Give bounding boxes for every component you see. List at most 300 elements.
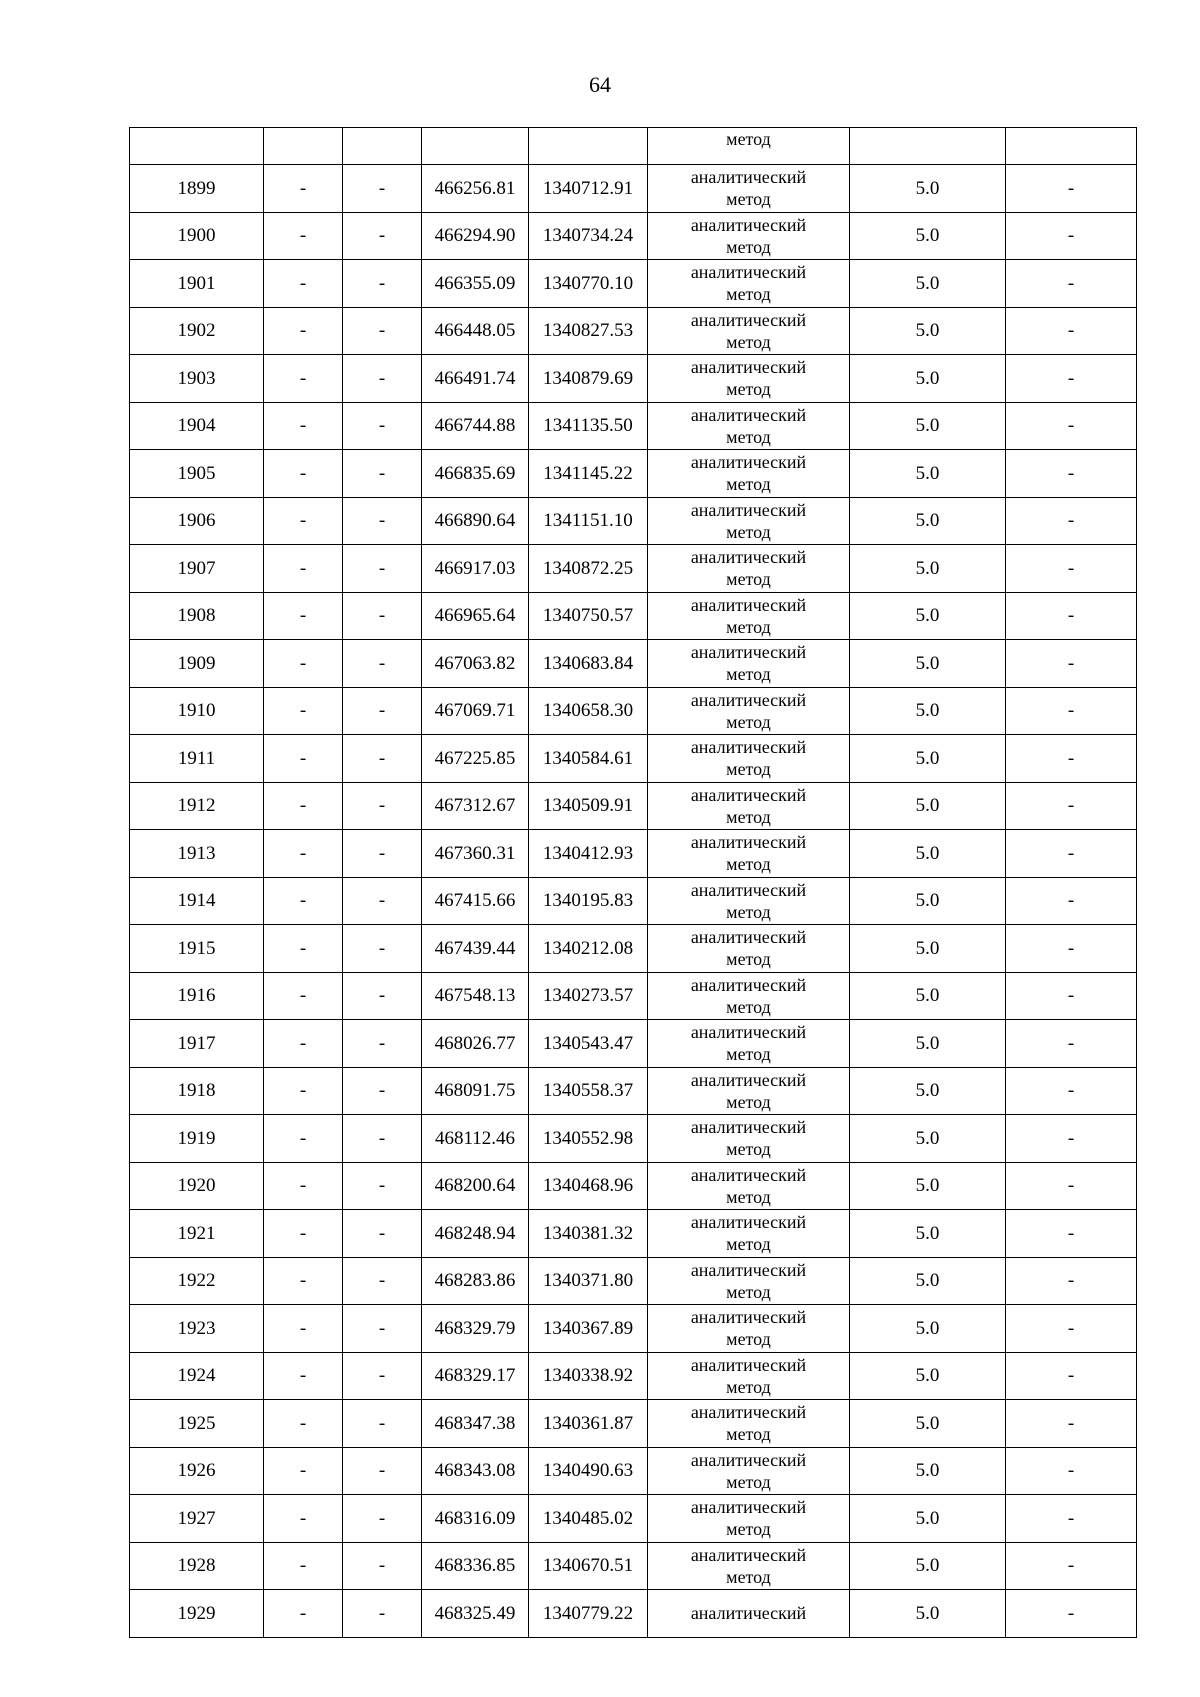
cell-point-number: 1923: [130, 1305, 264, 1353]
cell-col3: -: [343, 1352, 422, 1400]
cell-col3: -: [343, 1067, 422, 1115]
cell-x-coordinate: 468329.79: [422, 1305, 529, 1353]
cell-y-coordinate: 1340509.91: [529, 782, 648, 830]
cell-col3: -: [343, 355, 422, 403]
cell-col8: -: [1006, 1447, 1137, 1495]
cell-point-number: 1920: [130, 1162, 264, 1210]
method-line-2: метод: [726, 1519, 771, 1540]
cell-point-number: 1902: [130, 307, 264, 355]
cell-accuracy: 5.0: [850, 1115, 1006, 1163]
cell-y-coordinate: 1340750.57: [529, 592, 648, 640]
cell-point-number: 1910: [130, 687, 264, 735]
cell-point-number: [130, 128, 264, 165]
coordinates-table: [129, 127, 1137, 1638]
cell-col8: -: [1006, 497, 1137, 545]
cell-accuracy: 5.0: [850, 497, 1006, 545]
method-line-1: аналитический: [690, 309, 807, 330]
table-row: [130, 1590, 1137, 1638]
method-line-1: аналитический: [690, 1069, 807, 1090]
cell-x-coordinate: 468200.64: [422, 1162, 529, 1210]
cell-method: [648, 1447, 850, 1495]
method-line-2: метод: [726, 711, 771, 732]
cell-accuracy: 5.0: [850, 1020, 1006, 1068]
cell-col2: -: [264, 402, 343, 450]
cell-point-number: 1899: [130, 165, 264, 213]
cell-method: [648, 735, 850, 783]
cell-accuracy: 5.0: [850, 212, 1006, 260]
cell-y-coordinate: 1340552.98: [529, 1115, 648, 1163]
cell-col2: -: [264, 830, 343, 878]
method-line-2: метод: [726, 1234, 771, 1255]
cell-y-coordinate: 1340558.37: [529, 1067, 648, 1115]
cell-col2: -: [264, 1400, 343, 1448]
cell-col8: -: [1006, 1495, 1137, 1543]
cell-col3: -: [343, 1020, 422, 1068]
cell-col2: -: [264, 497, 343, 545]
cell-method: [648, 307, 850, 355]
cell-accuracy: 5.0: [850, 1257, 1006, 1305]
cell-accuracy: 5.0: [850, 307, 1006, 355]
cell-accuracy: 5.0: [850, 972, 1006, 1020]
method-line-1: аналитический: [690, 1354, 807, 1375]
cell-col3: -: [343, 1590, 422, 1638]
cell-x-coordinate: 468347.38: [422, 1400, 529, 1448]
cell-col3: -: [343, 1447, 422, 1495]
method-line-1: аналитический: [690, 452, 807, 473]
cell-col3: -: [343, 212, 422, 260]
cell-col2: -: [264, 1352, 343, 1400]
table-row: [130, 1305, 1137, 1353]
cell-accuracy: 5.0: [850, 402, 1006, 450]
table-row: [130, 165, 1137, 213]
cell-method: метод: [648, 128, 850, 165]
cell-col3: -: [343, 782, 422, 830]
table-row: [130, 877, 1137, 925]
cell-col3: -: [343, 1210, 422, 1258]
cell-x-coordinate: 467360.31: [422, 830, 529, 878]
cell-col8: -: [1006, 355, 1137, 403]
cell-method: [648, 1400, 850, 1448]
cell-col3: -: [343, 1305, 422, 1353]
cell-y-coordinate: 1340712.91: [529, 165, 648, 213]
table-row: [130, 307, 1137, 355]
method-line-2: метод: [726, 949, 771, 970]
cell-y-coordinate: 1340683.84: [529, 640, 648, 688]
cell-col2: -: [264, 592, 343, 640]
cell-col8: -: [1006, 307, 1137, 355]
cell-col8: -: [1006, 1590, 1137, 1638]
cell-col3: -: [343, 687, 422, 735]
cell-method: [648, 1067, 850, 1115]
cell-col2: -: [264, 212, 343, 260]
table-row: [130, 972, 1137, 1020]
cell-col3: -: [343, 1115, 422, 1163]
cell-method: [648, 592, 850, 640]
cell-x-coordinate: 466355.09: [422, 260, 529, 308]
method-line-1: аналитический: [690, 832, 807, 853]
cell-y-coordinate: 1341151.10: [529, 497, 648, 545]
cell-method: [648, 1257, 850, 1305]
cell-col8: -: [1006, 592, 1137, 640]
cell-point-number: 1926: [130, 1447, 264, 1495]
cell-point-number: 1928: [130, 1542, 264, 1590]
cell-col3: -: [343, 450, 422, 498]
method-line-2: метод: [726, 854, 771, 875]
cell-point-number: 1905: [130, 450, 264, 498]
cell-point-number: 1900: [130, 212, 264, 260]
cell-point-number: 1917: [130, 1020, 264, 1068]
method-line-1: аналитический: [690, 1212, 807, 1233]
cell-method: [648, 450, 850, 498]
cell-y-coordinate: 1340490.63: [529, 1447, 648, 1495]
cell-col2: -: [264, 1162, 343, 1210]
cell-y-coordinate: 1340658.30: [529, 687, 648, 735]
method-line-2: метод: [726, 1471, 771, 1492]
cell-accuracy: 5.0: [850, 830, 1006, 878]
cell-x-coordinate: 467063.82: [422, 640, 529, 688]
cell-y-coordinate: 1340734.24: [529, 212, 648, 260]
method-line-1: аналитический: [690, 1603, 807, 1623]
method-line-1: аналитический: [690, 404, 807, 425]
cell-col2: -: [264, 1590, 343, 1638]
cell-accuracy: 5.0: [850, 877, 1006, 925]
cell-col2: [264, 128, 343, 165]
cell-y-coordinate: 1340367.89: [529, 1305, 648, 1353]
cell-col8: -: [1006, 972, 1137, 1020]
cell-col3: -: [343, 260, 422, 308]
method-line-1: аналитический: [690, 357, 807, 378]
cell-y-coordinate: 1341145.22: [529, 450, 648, 498]
cell-accuracy: 5.0: [850, 782, 1006, 830]
cell-col8: -: [1006, 260, 1137, 308]
cell-y-coordinate: 1340879.69: [529, 355, 648, 403]
cell-method: [648, 545, 850, 593]
cell-col2: -: [264, 1067, 343, 1115]
cell-x-coordinate: 466448.05: [422, 307, 529, 355]
cell-x-coordinate: 466256.81: [422, 165, 529, 213]
cell-col2: -: [264, 1020, 343, 1068]
cell-col8: -: [1006, 1305, 1137, 1353]
cell-x-coordinate: 467548.13: [422, 972, 529, 1020]
cell-col3: -: [343, 545, 422, 593]
cell-method: [648, 1210, 850, 1258]
cell-col3: -: [343, 307, 422, 355]
cell-col8: -: [1006, 212, 1137, 260]
method-line-1: аналитический: [690, 1259, 807, 1280]
table-row: [130, 1542, 1137, 1590]
cell-method: [648, 687, 850, 735]
cell-y-coordinate: 1340872.25: [529, 545, 648, 593]
table-row: [130, 925, 1137, 973]
cell-point-number: 1922: [130, 1257, 264, 1305]
cell-point-number: 1907: [130, 545, 264, 593]
cell-y-coordinate: 1340779.22: [529, 1590, 648, 1638]
cell-col8: -: [1006, 402, 1137, 450]
cell-method: [648, 497, 850, 545]
cell-x-coordinate: [422, 128, 529, 165]
cell-col2: -: [264, 1447, 343, 1495]
cell-x-coordinate: 467312.67: [422, 782, 529, 830]
cell-point-number: 1914: [130, 877, 264, 925]
cell-accuracy: 5.0: [850, 1352, 1006, 1400]
cell-col2: -: [264, 1495, 343, 1543]
cell-accuracy: 5.0: [850, 1067, 1006, 1115]
cell-method: [648, 1305, 850, 1353]
table-row: [130, 355, 1137, 403]
method-line-1: аналитический: [690, 927, 807, 948]
method-line-1: аналитический: [690, 974, 807, 995]
method-line-1: аналитический: [690, 689, 807, 710]
table-row-continuation: [130, 128, 1137, 165]
cell-method: [648, 355, 850, 403]
table-row: [130, 497, 1137, 545]
method-line-2: метод: [726, 759, 771, 780]
cell-x-coordinate: 468316.09: [422, 1495, 529, 1543]
cell-y-coordinate: 1340468.96: [529, 1162, 648, 1210]
table-body: [130, 128, 1137, 1638]
method-line-2: метод: [726, 236, 771, 257]
cell-point-number: 1915: [130, 925, 264, 973]
cell-col3: -: [343, 1495, 422, 1543]
cell-col8: -: [1006, 1257, 1137, 1305]
cell-point-number: 1911: [130, 735, 264, 783]
table-row: [130, 687, 1137, 735]
cell-point-number: 1909: [130, 640, 264, 688]
table-row: [130, 1352, 1137, 1400]
method-line-1: аналитический: [690, 499, 807, 520]
cell-method: [648, 165, 850, 213]
cell-col2: -: [264, 877, 343, 925]
cell-col8: -: [1006, 450, 1137, 498]
method-line-2: метод: [726, 996, 771, 1017]
cell-x-coordinate: 468248.94: [422, 1210, 529, 1258]
cell-x-coordinate: 466744.88: [422, 402, 529, 450]
cell-method: [648, 782, 850, 830]
cell-y-coordinate: 1341135.50: [529, 402, 648, 450]
method-line-2: метод: [726, 1186, 771, 1207]
method-line-2: метод: [726, 616, 771, 637]
table-row: [130, 1210, 1137, 1258]
cell-col2: -: [264, 735, 343, 783]
cell-col8: -: [1006, 545, 1137, 593]
cell-col8: [1006, 128, 1137, 165]
method-line-1: аналитический: [690, 1402, 807, 1423]
cell-col8: -: [1006, 925, 1137, 973]
cell-point-number: 1921: [130, 1210, 264, 1258]
method-line-2: метод: [726, 1424, 771, 1445]
table-row: [130, 735, 1137, 783]
table-row: [130, 782, 1137, 830]
table-row: [130, 545, 1137, 593]
method-line-2: метод: [726, 1329, 771, 1350]
cell-method: [648, 1542, 850, 1590]
cell-col8: -: [1006, 1210, 1137, 1258]
method-line-1: аналитический: [690, 1497, 807, 1518]
cell-x-coordinate: 466917.03: [422, 545, 529, 593]
method-line-1: аналитический: [690, 214, 807, 235]
cell-accuracy: 5.0: [850, 1305, 1006, 1353]
table-row: [130, 1257, 1137, 1305]
method-line-2: метод: [726, 1281, 771, 1302]
cell-x-coordinate: 466835.69: [422, 450, 529, 498]
table-row: [130, 1162, 1137, 1210]
method-line-1: аналитический: [690, 1022, 807, 1043]
cell-x-coordinate: 466294.90: [422, 212, 529, 260]
cell-point-number: 1919: [130, 1115, 264, 1163]
cell-x-coordinate: 468325.49: [422, 1590, 529, 1638]
table-row: [130, 450, 1137, 498]
cell-col8: -: [1006, 1115, 1137, 1163]
cell-col3: -: [343, 925, 422, 973]
cell-y-coordinate: 1340584.61: [529, 735, 648, 783]
cell-col8: -: [1006, 1162, 1137, 1210]
cell-col2: -: [264, 260, 343, 308]
cell-y-coordinate: 1340485.02: [529, 1495, 648, 1543]
cell-point-number: 1904: [130, 402, 264, 450]
cell-col2: -: [264, 782, 343, 830]
method-line-2: метод: [726, 474, 771, 495]
cell-accuracy: 5.0: [850, 545, 1006, 593]
table-row: [130, 1020, 1137, 1068]
table-row: [130, 260, 1137, 308]
cell-x-coordinate: 467439.44: [422, 925, 529, 973]
cell-y-coordinate: 1340338.92: [529, 1352, 648, 1400]
table-row: [130, 1067, 1137, 1115]
cell-col8: -: [1006, 1067, 1137, 1115]
cell-col2: -: [264, 1257, 343, 1305]
cell-point-number: 1912: [130, 782, 264, 830]
cell-col2: -: [264, 687, 343, 735]
cell-x-coordinate: 468283.86: [422, 1257, 529, 1305]
cell-accuracy: 5.0: [850, 355, 1006, 403]
cell-x-coordinate: 466890.64: [422, 497, 529, 545]
cell-accuracy: 5.0: [850, 165, 1006, 213]
cell-col3: -: [343, 592, 422, 640]
cell-x-coordinate: 467069.71: [422, 687, 529, 735]
method-line-2: метод: [726, 806, 771, 827]
cell-x-coordinate: 466965.64: [422, 592, 529, 640]
cell-accuracy: 5.0: [850, 687, 1006, 735]
method-line-1: аналитический: [690, 1544, 807, 1565]
cell-col3: -: [343, 1257, 422, 1305]
table-row: [130, 592, 1137, 640]
cell-col8: -: [1006, 687, 1137, 735]
cell-method: [648, 1495, 850, 1543]
method-line-2: метод: [726, 189, 771, 210]
method-line-2: метод: [726, 1376, 771, 1397]
cell-point-number: 1906: [130, 497, 264, 545]
method-line-2: метод: [726, 1566, 771, 1587]
cell-col2: -: [264, 640, 343, 688]
cell-col8: -: [1006, 830, 1137, 878]
method-line-2: метод: [726, 426, 771, 447]
cell-x-coordinate: 466491.74: [422, 355, 529, 403]
cell-col8: -: [1006, 640, 1137, 688]
cell-point-number: 1913: [130, 830, 264, 878]
cell-y-coordinate: 1340212.08: [529, 925, 648, 973]
method-line-1: аналитический: [690, 784, 807, 805]
cell-y-coordinate: 1340361.87: [529, 1400, 648, 1448]
cell-col2: -: [264, 1542, 343, 1590]
method-line-1: аналитический: [690, 1117, 807, 1138]
cell-method: [648, 260, 850, 308]
cell-y-coordinate: 1340670.51: [529, 1542, 648, 1590]
cell-col3: -: [343, 640, 422, 688]
cell-col2: -: [264, 972, 343, 1020]
cell-col8: -: [1006, 1542, 1137, 1590]
method-line-1: аналитический: [690, 547, 807, 568]
cell-col8: -: [1006, 877, 1137, 925]
method-line-2: метод: [726, 569, 771, 590]
method-line-2: метод: [726, 1139, 771, 1160]
table-row: [130, 1400, 1137, 1448]
cell-accuracy: 5.0: [850, 1542, 1006, 1590]
cell-x-coordinate: 468329.17: [422, 1352, 529, 1400]
cell-col3: -: [343, 735, 422, 783]
cell-method: [648, 1352, 850, 1400]
cell-col2: -: [264, 545, 343, 593]
cell-col2: -: [264, 1115, 343, 1163]
method-line-1: аналитический: [690, 1164, 807, 1185]
cell-col2: -: [264, 1305, 343, 1353]
cell-method: [648, 1590, 850, 1638]
cell-point-number: 1925: [130, 1400, 264, 1448]
cell-accuracy: [850, 128, 1006, 165]
cell-col3: -: [343, 165, 422, 213]
cell-col8: -: [1006, 1400, 1137, 1448]
cell-method: [648, 640, 850, 688]
cell-point-number: 1901: [130, 260, 264, 308]
cell-point-number: 1924: [130, 1352, 264, 1400]
cell-point-number: 1927: [130, 1495, 264, 1543]
cell-col3: -: [343, 830, 422, 878]
cell-accuracy: 5.0: [850, 592, 1006, 640]
cell-x-coordinate: 468091.75: [422, 1067, 529, 1115]
cell-col8: -: [1006, 735, 1137, 783]
method-line-2: метод: [726, 901, 771, 922]
cell-accuracy: 5.0: [850, 925, 1006, 973]
cell-col3: -: [343, 1162, 422, 1210]
cell-x-coordinate: 468026.77: [422, 1020, 529, 1068]
cell-x-coordinate: 468112.46: [422, 1115, 529, 1163]
cell-col3: -: [343, 497, 422, 545]
cell-method: [648, 972, 850, 1020]
cell-col2: -: [264, 450, 343, 498]
cell-accuracy: 5.0: [850, 1162, 1006, 1210]
cell-col2: -: [264, 307, 343, 355]
method-line-1: аналитический: [690, 167, 807, 188]
cell-col8: -: [1006, 1352, 1137, 1400]
cell-x-coordinate: 467225.85: [422, 735, 529, 783]
cell-method: [648, 1020, 850, 1068]
cell-col3: -: [343, 972, 422, 1020]
method-line-2: метод: [726, 1044, 771, 1065]
cell-method: [648, 1115, 850, 1163]
cell-accuracy: 5.0: [850, 640, 1006, 688]
method-line-2: метод: [726, 284, 771, 305]
cell-point-number: 1908: [130, 592, 264, 640]
cell-method: [648, 402, 850, 450]
cell-y-coordinate: 1340273.57: [529, 972, 648, 1020]
cell-y-coordinate: 1340381.32: [529, 1210, 648, 1258]
table-row: [130, 830, 1137, 878]
cell-accuracy: 5.0: [850, 1495, 1006, 1543]
table-row: [130, 212, 1137, 260]
cell-point-number: 1916: [130, 972, 264, 1020]
method-line-2: метод: [726, 1091, 771, 1112]
cell-x-coordinate: 468343.08: [422, 1447, 529, 1495]
cell-x-coordinate: 467415.66: [422, 877, 529, 925]
